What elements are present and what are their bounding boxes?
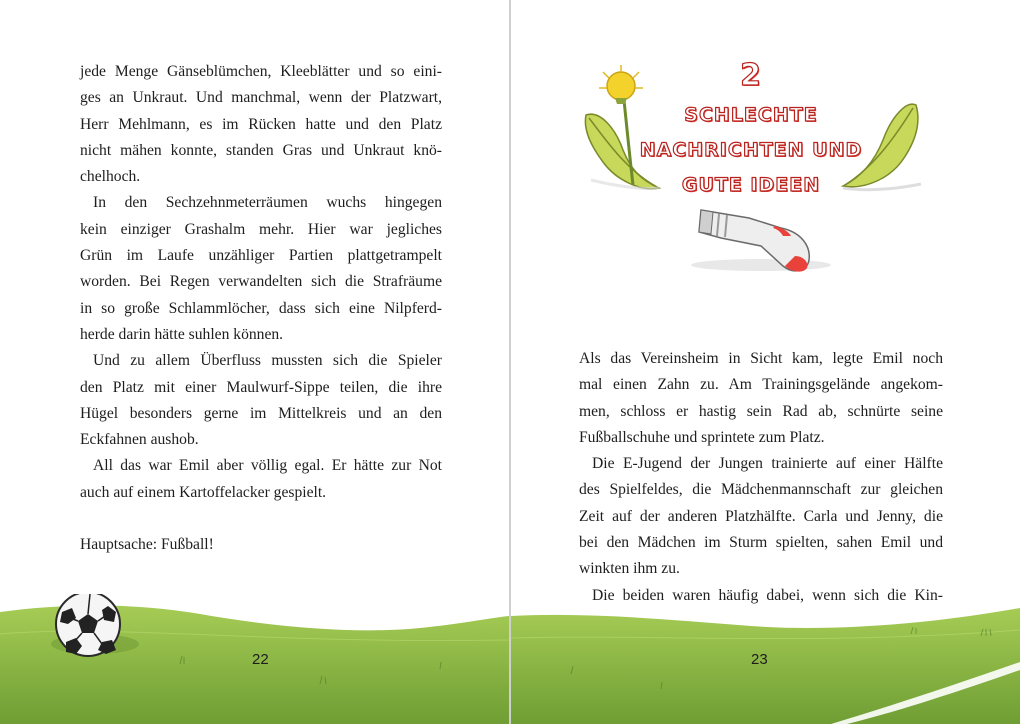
text-line: jede Menge Gänseblümchen, Kleeblätter und so eini- <box>80 63 442 80</box>
page-number: 23 <box>751 651 768 668</box>
text-line: mal einen Zahn zu. Am Trainingsgelände angekom- <box>579 376 943 394</box>
text-line: chelhoch. <box>80 168 141 186</box>
text-line: bei den Mädchen im Sturm spielten, sahen Emil und <box>579 534 943 552</box>
text-line: Hauptsache: Fußball! <box>80 536 214 554</box>
text-line: den Platz mit einer Maulwurf-Sippe teilen, die ihre <box>80 378 442 396</box>
text-line: nicht mähen konnte, standen Gras und Unkraut knö- <box>80 141 442 159</box>
text-line: Grün im Laufe unzähliger Partien plattgetrampelt <box>80 247 442 265</box>
left-page-text <box>80 59 442 559</box>
text-line: kein einziger Grashalm mehr. Hier war jegliches <box>80 220 442 238</box>
text-line: Hügel besonders gerne im Mittelkreis und an den <box>80 404 442 422</box>
page-number: 22 <box>252 651 269 668</box>
text-line: auch auf einem Kartoffelacker gespielt. <box>80 483 327 501</box>
text-line: worden. Bei Regen verwandelten sich die Strafräume <box>80 273 442 291</box>
text-line: Zeit auf der anderen Platzhälfte. Carla und Jenny, die <box>579 507 943 525</box>
text-line: Die E-Jugend der Jungen trainierte auf einer Hälfte <box>592 455 943 473</box>
text-line: ges an Unkraut. Und manchmal, wenn der Platzwart, <box>80 89 442 107</box>
text-line: Fußballschuhe und sprintete zum Platz. <box>579 428 825 446</box>
text-line: Eckfahnen aushob. <box>80 431 199 449</box>
left-page <box>0 0 509 724</box>
text-line: Und zu allem Überfluss mussten sich die Spieler <box>93 352 442 370</box>
chapter-title-line: GUTE IDEEN <box>681 174 821 196</box>
text-line: Herr Mehlmann, es im Rücken hatte und den Platz <box>80 115 442 133</box>
chapter-title-line: SCHLECHTE <box>684 104 818 126</box>
sock-icon <box>691 210 831 272</box>
text-line: Als das Vereinsheim in Sicht kam, legte Emil noch <box>579 350 943 367</box>
text-line: herde darin hätte suhlen können. <box>80 325 284 343</box>
chapter-number: 2 <box>740 58 762 93</box>
text-line: All das war Emil aber völlig egal. Er hätte zur Not <box>93 457 442 475</box>
soccer-ball-icon <box>56 594 120 656</box>
text-line: in so große Schlammlöcher, dass sich eine Nilpferd- <box>80 299 442 317</box>
chapter-title-line: NACHRICHTEN UND <box>639 139 863 161</box>
text-line: men, schloss er hastig sein Rad ab, schnürte seine <box>579 402 943 420</box>
right-page-text <box>579 346 943 609</box>
text-line: des Spielfeldes, die Mädchenmannschaft zur gleichen <box>579 481 943 499</box>
text-line: winkten ihm zu. <box>579 560 680 578</box>
text-line: In den Sechzehnmeterräumen wuchs hingegen <box>93 194 442 212</box>
text-line: Die beiden waren häufig dabei, wenn sich die Kin- <box>592 586 943 604</box>
blank-line <box>80 506 442 532</box>
chapter-header <box>571 60 931 290</box>
right-page <box>511 0 1020 724</box>
